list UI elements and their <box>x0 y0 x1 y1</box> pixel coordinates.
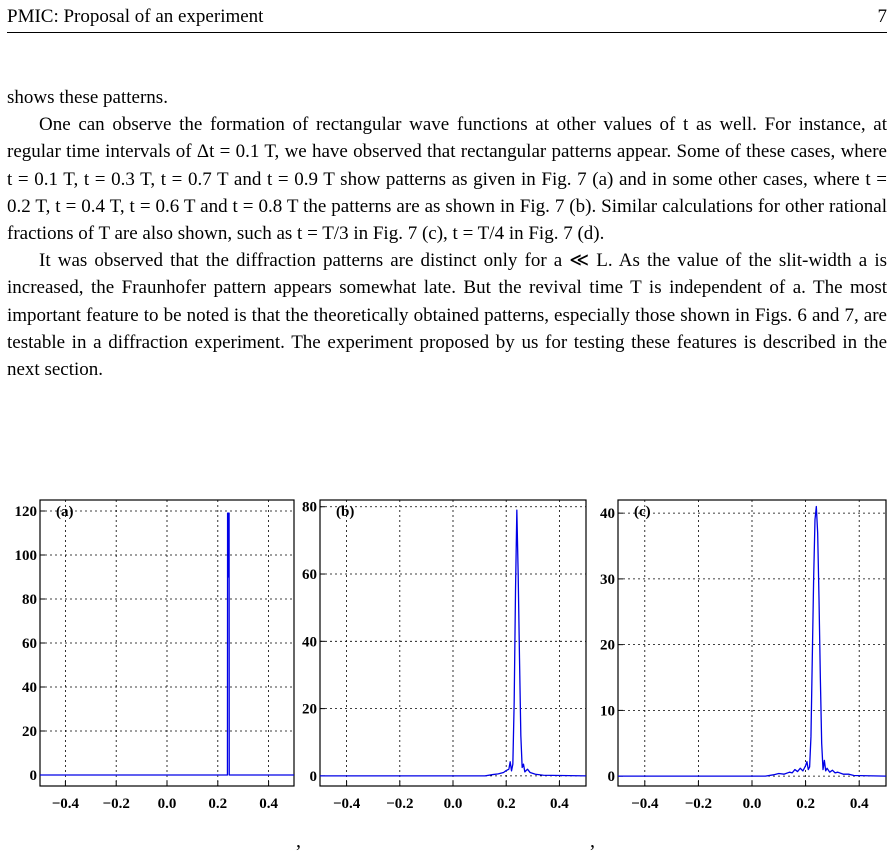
figure-separator: , <box>590 830 595 852</box>
x-tick-label: 0.2 <box>208 796 228 812</box>
body-text <box>7 84 887 383</box>
y-tick-label: 10 <box>600 703 615 720</box>
y-tick-label: 40 <box>600 506 615 523</box>
panel-label: (c) <box>634 504 651 520</box>
x-tick-label: −0.4 <box>631 796 659 812</box>
x-tick-label: −0.4 <box>332 796 361 812</box>
x-tick-label: 0.4 <box>550 796 569 812</box>
figure-panel-b <box>304 490 590 830</box>
x-tick-label: −0.2 <box>386 796 414 812</box>
x-tick-label: 0.0 <box>157 796 177 812</box>
x-tick-label: 0.4 <box>849 796 869 812</box>
x-tick-label: −0.4 <box>51 796 80 812</box>
y-tick-label: 0 <box>607 769 615 786</box>
paragraph-continued: shows these patterns. <box>7 87 168 108</box>
panel-label: (a) <box>56 504 74 520</box>
figure-separator: , <box>296 830 301 852</box>
y-tick-label: 40 <box>22 680 37 696</box>
x-tick-label: −0.2 <box>684 796 713 812</box>
y-tick-label: 20 <box>600 637 615 654</box>
plot-frame <box>618 500 886 786</box>
paragraph-slit-width: It was observed that the diffraction patterns are distinct only for a ≪ L. As the value of the slit-width a is increased, the Fraunhofer pattern appears somewhat late. But the revival time T is independent of a. The most important feature to be noted is that the theoretically obtained patterns, especially those shown in Figs. 6 and 7, are testable in a diffraction experiment. The experiment proposed by us for testing these features is described in the next section. <box>7 250 887 381</box>
y-tick-label: 120 <box>14 504 37 520</box>
figure-row <box>0 490 894 852</box>
y-tick-label: 80 <box>302 499 317 516</box>
y-tick-label: 100 <box>14 548 37 564</box>
running-title: PMIC: Proposal of an experiment <box>7 6 264 27</box>
figure-panel-a <box>4 490 298 830</box>
paragraph-rectangular-patterns: One can observe the formation of rectangular wave functions at other values of t as well. For instance, at regular time intervals of Δt = 0.1 T, we have observed that rectangular patterns appear. Some of these cases, where t = 0.1 T, t = 0.3 T, t = 0.7 T and t = 0.9 T show patterns as given in Fig. 7 (a) and in some other cases, where t = 0.2 T, t = 0.4 T, t = 0.6 T and t = 0.8 T the patterns are as shown in Fig. 7 (b). Similar calculations for other rational fractions of T are also shown, such as t = T/3 in Fig. 7 (c), t = T/4 in Fig. 7 (d). <box>7 114 887 245</box>
y-tick-label: 0 <box>29 768 37 784</box>
x-tick-label: 0.2 <box>796 796 815 812</box>
x-tick-label: 0.0 <box>443 796 463 812</box>
plot-frame <box>320 500 586 786</box>
y-tick-label: 80 <box>22 592 37 608</box>
y-tick-label: 60 <box>22 636 37 652</box>
x-tick-label: 0.0 <box>742 796 762 812</box>
y-tick-label: 30 <box>600 571 615 588</box>
y-tick-label: 20 <box>22 724 37 740</box>
y-tick-label: 0 <box>309 768 317 785</box>
page-header <box>7 4 887 33</box>
y-tick-label: 60 <box>302 567 317 584</box>
page-number: 7 <box>877 6 887 27</box>
y-tick-label: 40 <box>302 634 317 651</box>
x-tick-label: 0.2 <box>496 796 516 812</box>
figure-panel-c <box>600 490 890 830</box>
x-tick-label: 0.4 <box>259 796 278 812</box>
panel-label: (b) <box>336 504 355 520</box>
y-tick-label: 20 <box>302 701 317 718</box>
x-tick-label: −0.2 <box>102 796 130 812</box>
